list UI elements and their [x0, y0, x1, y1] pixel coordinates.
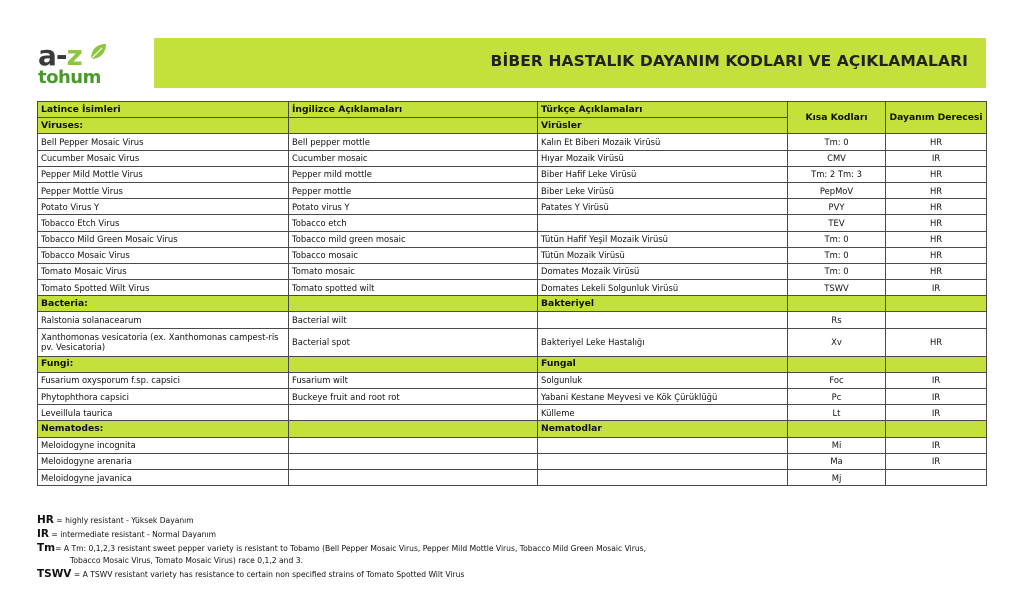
legend-hr: HR = highly resistant - Yüksek Dayanım	[37, 514, 194, 526]
cell-english: Tobacco etch	[289, 215, 538, 231]
cell-resistance: HR	[886, 328, 987, 356]
table-header-row	[38, 102, 987, 118]
section-latin: Viruses:	[38, 118, 289, 134]
table-row	[38, 134, 987, 150]
table-row	[38, 437, 987, 453]
cell-turkish: Yabani Kestane Meyvesi ve Kök Çürüklüğü	[538, 389, 788, 405]
cell-resistance: HR	[886, 231, 987, 247]
section-row	[38, 296, 987, 312]
cell-code: Mj	[788, 469, 886, 485]
cell-latin: Bell Pepper Mosaic Virus	[38, 134, 289, 150]
cell-turkish: Solgunluk	[538, 372, 788, 388]
table-row	[38, 182, 987, 198]
cell-turkish: Biber Hafif Leke Virüsü	[538, 166, 788, 182]
table-row	[38, 312, 987, 328]
cell-resistance: IR	[886, 389, 987, 405]
cell-code: Tm: 0	[788, 231, 886, 247]
cell-english: Tobacco mosaic	[289, 247, 538, 263]
cell-turkish	[538, 469, 788, 485]
cell-turkish: Tütün Hafif Yeşil Mozaik Virüsü	[538, 231, 788, 247]
cell-code: CMV	[788, 150, 886, 166]
cell-resistance: HR	[886, 247, 987, 263]
section-row	[38, 356, 987, 372]
section-english	[289, 421, 538, 437]
section-latin: Fungi:	[38, 356, 289, 372]
cell-resistance	[886, 312, 987, 328]
legend-tm-cont: Tobacco Mosaic Virus, Tomato Mosaic Virus) race 0,1,2 and 3.	[70, 556, 303, 566]
table-row	[38, 280, 987, 296]
section-row	[38, 421, 987, 437]
cell-english: Bacterial wilt	[289, 312, 538, 328]
cell-code: Ma	[788, 453, 886, 469]
cell-resistance: IR	[886, 437, 987, 453]
cell-english: Buckeye fruit and root rot	[289, 389, 538, 405]
cell-english	[289, 437, 538, 453]
cell-code: Foc	[788, 372, 886, 388]
header-turkish: Türkçe Açıklamaları	[538, 102, 788, 118]
cell-latin: Meloidogyne incognita	[38, 437, 289, 453]
brand-logo	[38, 39, 118, 90]
cell-turkish: Domates Lekeli Solgunluk Virüsü	[538, 280, 788, 296]
cell-code: Xv	[788, 328, 886, 356]
section-res	[886, 356, 987, 372]
table-row	[38, 405, 987, 421]
cell-latin: Tomato Spotted Wilt Virus	[38, 280, 289, 296]
header-latin: Latince İsimleri	[38, 102, 289, 118]
cell-resistance: HR	[886, 199, 987, 215]
section-code	[788, 296, 886, 312]
header-english: İngilizce Açıklamaları	[289, 102, 538, 118]
section-english	[289, 118, 538, 134]
table-row	[38, 453, 987, 469]
cell-resistance: HR	[886, 166, 987, 182]
cell-resistance: IR	[886, 372, 987, 388]
section-res	[886, 296, 987, 312]
title-banner	[154, 38, 986, 88]
cell-turkish: Kalın Et Biberi Mozaik Virüsü	[538, 134, 788, 150]
cell-code: PepMoV	[788, 182, 886, 198]
cell-code: PVY	[788, 199, 886, 215]
table-row	[38, 372, 987, 388]
cell-latin: Fusarium oxysporum f.sp. capsici	[38, 372, 289, 388]
cell-latin: Tobacco Etch Virus	[38, 215, 289, 231]
cell-turkish: Tütün Mozaik Virüsü	[538, 247, 788, 263]
cell-latin: Xanthomonas vesicatoria (ex. Xanthomonas campest-ris pv. Vesicatoria)	[38, 328, 289, 356]
section-turkish: Bakteriyel	[538, 296, 788, 312]
header-code: Kısa Kodları	[788, 102, 886, 134]
table-row	[38, 150, 987, 166]
cell-english: Tobacco mild green mosaic	[289, 231, 538, 247]
cell-resistance: IR	[886, 453, 987, 469]
cell-latin: Potato Virus Y	[38, 199, 289, 215]
cell-code: Tm: 0	[788, 134, 886, 150]
section-english	[289, 356, 538, 372]
cell-code: Mi	[788, 437, 886, 453]
section-turkish: Nematodlar	[538, 421, 788, 437]
cell-english: Bacterial spot	[289, 328, 538, 356]
table-row	[38, 263, 987, 279]
cell-latin: Cucumber Mosaic Virus	[38, 150, 289, 166]
cell-english: Fusarium wilt	[289, 372, 538, 388]
section-latin: Nematodes:	[38, 421, 289, 437]
legend-tm: Tm= A Tm: 0,1,2,3 resistant sweet pepper variety is resistant to Tobamo (Bell Pepper Mosaic Virus, Pepper Mild Mottle Virus, Tobacco Mild Green Mosaic Virus,	[37, 541, 647, 554]
cell-code: Tm: 0	[788, 247, 886, 263]
section-english	[289, 296, 538, 312]
cell-code: Tm: 0	[788, 263, 886, 279]
cell-turkish: Domates Mozaik Virüsü	[538, 263, 788, 279]
cell-latin: Phytophthora capsici	[38, 389, 289, 405]
legend	[37, 514, 646, 582]
cell-turkish	[538, 215, 788, 231]
table-row	[38, 199, 987, 215]
logo-az: a-z	[38, 39, 82, 72]
cell-code: Rs	[788, 312, 886, 328]
cell-latin: Tobacco Mosaic Virus	[38, 247, 289, 263]
page-title: BİBER HASTALIK DAYANIM KODLARI VE AÇIKLAMALARI	[490, 52, 968, 70]
cell-turkish	[538, 312, 788, 328]
cell-latin: Tomato Mosaic Virus	[38, 263, 289, 279]
cell-resistance: IR	[886, 280, 987, 296]
cell-code: TEV	[788, 215, 886, 231]
table-row	[38, 328, 987, 356]
cell-english: Potato virus Y	[289, 199, 538, 215]
cell-code: Tm: 2 Tm: 3	[788, 166, 886, 182]
cell-turkish: Bakteriyel Leke Hastalığı	[538, 328, 788, 356]
cell-english	[289, 453, 538, 469]
cell-english: Cucumber mosaic	[289, 150, 538, 166]
cell-turkish: Külleme	[538, 405, 788, 421]
cell-code: Pc	[788, 389, 886, 405]
cell-latin: Leveillula taurica	[38, 405, 289, 421]
cell-latin: Ralstonia solanacearum	[38, 312, 289, 328]
cell-resistance: HR	[886, 263, 987, 279]
cell-code: Lt	[788, 405, 886, 421]
table-row	[38, 215, 987, 231]
cell-turkish	[538, 453, 788, 469]
cell-turkish: Biber Leke Virüsü	[538, 182, 788, 198]
section-turkish: Virüsler	[538, 118, 788, 134]
section-turkish: Fungal	[538, 356, 788, 372]
legend-tswv: TSWV = A TSWV resistant variety has resistance to certain non specified strains of Tomato Spotted Wilt Virus	[37, 568, 465, 581]
cell-turkish	[538, 437, 788, 453]
cell-resistance: HR	[886, 215, 987, 231]
table-row	[38, 166, 987, 182]
cell-resistance: IR	[886, 405, 987, 421]
section-latin: Bacteria:	[38, 296, 289, 312]
cell-latin: Tobacco Mild Green Mosaic Virus	[38, 231, 289, 247]
cell-resistance	[886, 469, 987, 485]
cell-english	[289, 405, 538, 421]
cell-latin: Meloidogyne javanica	[38, 469, 289, 485]
leaf-icon	[88, 42, 108, 62]
logo-tohum: tohum	[38, 67, 101, 88]
cell-latin: Pepper Mottle Virus	[38, 182, 289, 198]
cell-resistance: HR	[886, 182, 987, 198]
cell-turkish: Patates Y Virüsü	[538, 199, 788, 215]
table-row	[38, 389, 987, 405]
cell-resistance: HR	[886, 134, 987, 150]
section-code	[788, 356, 886, 372]
table-row	[38, 247, 987, 263]
cell-code: TSWV	[788, 280, 886, 296]
table-row	[38, 231, 987, 247]
cell-latin: Pepper Mild Mottle Virus	[38, 166, 289, 182]
section-res	[886, 421, 987, 437]
cell-resistance: IR	[886, 150, 987, 166]
cell-english: Pepper mottle	[289, 182, 538, 198]
cell-english: Tomato spotted wilt	[289, 280, 538, 296]
cell-turkish: Hıyar Mozaik Virüsü	[538, 150, 788, 166]
cell-latin: Meloidogyne arenaria	[38, 453, 289, 469]
resistance-codes-table	[37, 101, 987, 486]
section-code	[788, 421, 886, 437]
cell-english: Tomato mosaic	[289, 263, 538, 279]
cell-english: Pepper mild mottle	[289, 166, 538, 182]
cell-english	[289, 469, 538, 485]
table-row	[38, 469, 987, 485]
legend-ir: IR = intermediate resistant - Normal Dayanım	[37, 527, 216, 540]
cell-english: Bell pepper mottle	[289, 134, 538, 150]
header-resistance: Dayanım Derecesi	[886, 102, 987, 134]
